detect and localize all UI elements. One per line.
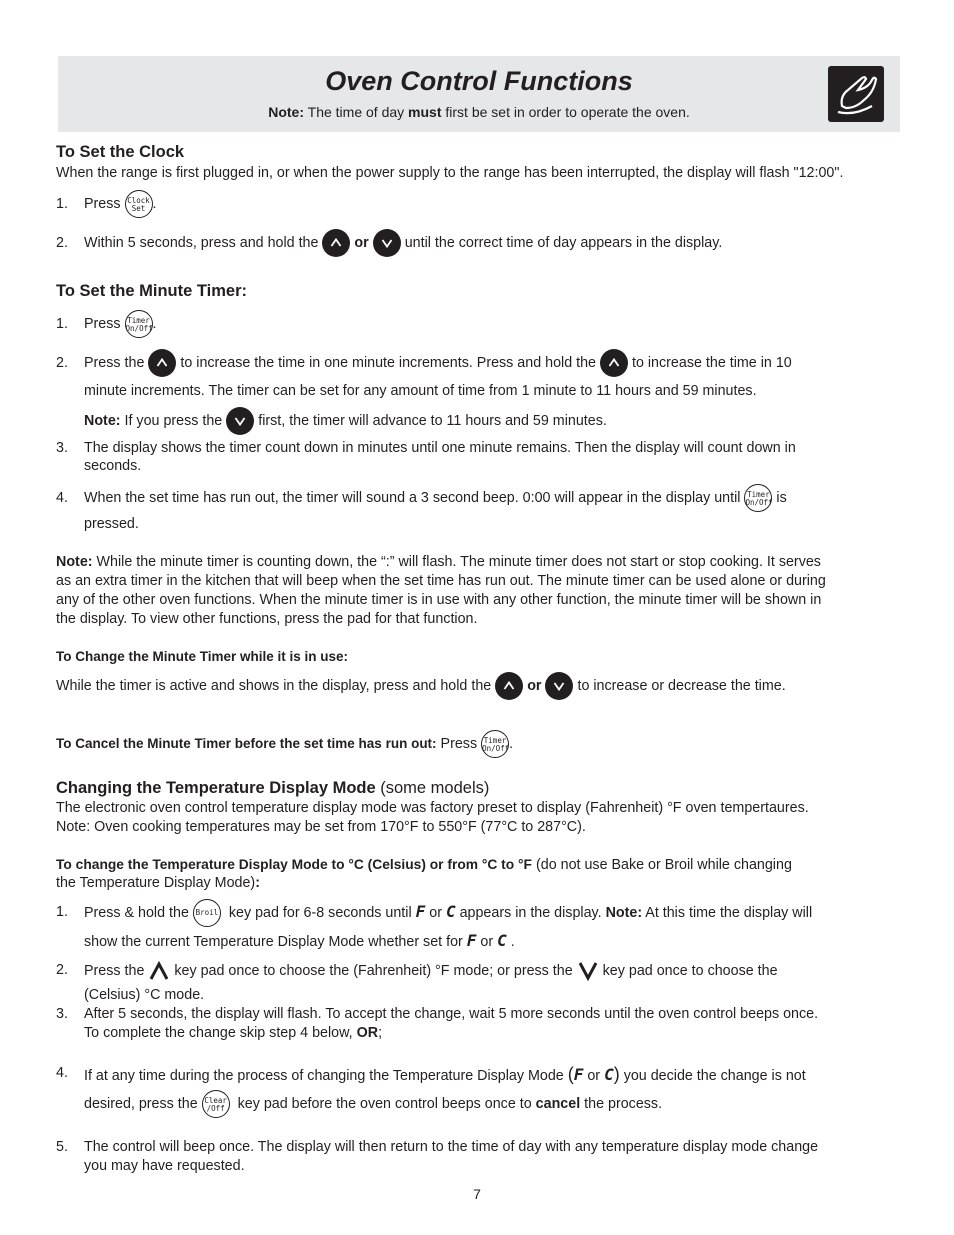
celsius-display-icon: C: [445, 902, 456, 921]
timer-onoff-key-icon: Timer On/Off: [481, 730, 509, 758]
celsius-display-icon: C: [497, 931, 507, 950]
temp-intro-line1: The electronic oven control temperature display mode was factory preset to display (Fahrenheit) °F oven tempertaures.: [56, 800, 809, 816]
timer-step-1: Press Timer On/Off.: [84, 310, 157, 338]
clock-set-key-icon: Clock Set: [125, 190, 153, 218]
temp-step-5-number: 5.: [56, 1139, 68, 1155]
timer-step-4: When the set time has run out, the timer will sound a 3 second beep. 0:00 will appear in the display until Timer On/Off is: [84, 484, 787, 512]
temp-step-1: Press & hold the Broil key pad for 6-8 seconds until F or C appears in the display. Note: At this time the display will: [84, 898, 812, 927]
timer-step-2-line2: minute increments. The timer can be set for any amount of time from 1 minute to 11 hours and 59 minutes.: [84, 383, 757, 399]
timer-step-2: Press the to increase the time in one minute increments. Press and hold the to increase the time in 10: [84, 349, 792, 377]
header-note: Note: The time of day must first be set in order to operate the oven.: [268, 104, 690, 120]
temp-step-2: Press the key pad once to choose the (Fahrenheit) °F mode; or press the key pad once to choose the: [84, 958, 778, 984]
clock-heading: To Set the Clock: [56, 143, 185, 161]
change-timer-text: While the timer is active and shows in the display, press and hold the or to increase or decrease the time.: [56, 672, 786, 700]
fahrenheit-display-icon: F: [466, 931, 477, 950]
temp-intro-line2: Note: Oven cooking temperatures may be set from 170°F to 550°F (77°C to 287°C).: [56, 819, 586, 835]
temp-step-2-number: 2.: [56, 962, 68, 978]
temp-heading: Changing the Temperature Display Mode (some models): [56, 779, 490, 797]
timer-step-2-note: Note: If you press the first, the timer will advance to 11 hours and 59 minutes.: [84, 407, 607, 435]
timer-step-1-number: 1.: [56, 316, 68, 332]
temp-subheading-line2: the Temperature Display Mode):: [56, 875, 260, 891]
broil-key-icon: Broil: [193, 899, 221, 927]
fahrenheit-display-icon: F: [573, 1065, 584, 1084]
timer-note: Note: While the minute timer is counting down, the “:” will flash. The minute timer does not start or stop cooking. It serves as an extra timer in the kitchen that will beep when the set time has run out. The minute timer can be used alone or during any of the other oven functions. When the minute timer is in use with any other function, the minute timer will be shown in the display. To view other functions, press the pad for that function.: [56, 554, 826, 627]
timer-heading: To Set the Minute Timer:: [56, 282, 247, 300]
up-arrow-key-icon: [322, 229, 350, 257]
temp-step-4-line2: desired, press the Clear /Off key pad before the oven control beeps once to cancel the process.: [84, 1090, 662, 1118]
clock-intro: When the range is first plugged in, or when the power supply to the range has been interrupted, the display will flash "12:00".: [56, 165, 844, 181]
timer-step-4-line2: pressed.: [84, 516, 139, 532]
timer-onoff-key-icon: Timer On/Off: [744, 484, 772, 512]
up-arrow-key-icon: [148, 349, 176, 377]
down-arrow-key-icon: [373, 229, 401, 257]
clock-step-2: Within 5 seconds, press and hold the or until the correct time of day appears in the display.: [84, 229, 722, 257]
page-number: 7: [473, 1186, 481, 1202]
hand-pointer-logo-icon: [828, 66, 884, 122]
temp-step-1-line2: show the current Temperature Display Mode whether set for F or C .: [84, 931, 515, 950]
timer-onoff-key-icon: Timer On/Off: [125, 310, 153, 338]
fahrenheit-display-icon: F: [415, 902, 426, 921]
temp-step-5-line1: The control will beep once. The display will then return to the time of day with any temperature display mode change: [84, 1139, 819, 1155]
temp-step-1-number: 1.: [56, 904, 68, 920]
temp-step-3-line2: To complete the change skip step 4 below, OR;: [84, 1025, 383, 1041]
change-timer-heading: To Change the Minute Timer while it is in use:: [56, 649, 349, 664]
down-arrow-key-icon: [545, 672, 573, 700]
temp-step-3-number: 3.: [56, 1006, 68, 1022]
temp-step-5-line2: you may have requested.: [84, 1158, 245, 1174]
temp-subheading: To change the Temperature Display Mode to °C (Celsius) or from °C to °F (do not use Bake or Broil while changing: [56, 857, 792, 873]
clear-off-key-icon: Clear /Off: [202, 1090, 230, 1118]
timer-step-3-line2: seconds.: [84, 458, 142, 474]
temp-step-4: If at any time during the process of changing the Temperature Display Mode (F or C) you decide the change is not: [84, 1064, 806, 1084]
temp-step-2-line2: (Celsius) °C mode.: [84, 987, 205, 1003]
down-arrow-key-icon: [226, 407, 254, 435]
timer-step-3-line1: The display shows the timer count down in minutes until one minute remains. Then the display will count down in: [84, 440, 796, 456]
up-arrow-key-icon: [600, 349, 628, 377]
celsius-display-icon: C: [604, 1065, 614, 1084]
clock-step-1: Press Clock Set .: [84, 190, 157, 218]
cancel-timer-text: To Cancel the Minute Timer before the set time has run out: Press Timer On/Off.: [56, 730, 513, 758]
timer-step-3-number: 3.: [56, 440, 68, 456]
clock-step-1-number: 1.: [56, 196, 68, 212]
down-chevron-icon: [577, 960, 599, 982]
timer-step-2-number: 2.: [56, 355, 68, 371]
temp-step-3-line1: After 5 seconds, the display will flash. To accept the change, wait 5 more seconds until the oven control beeps once.: [84, 1006, 819, 1022]
page-header: [58, 56, 900, 132]
timer-step-4-number: 4.: [56, 490, 68, 506]
clock-step-2-number: 2.: [56, 235, 68, 251]
up-arrow-key-icon: [495, 672, 523, 700]
page-title: Oven Control Functions: [325, 66, 633, 96]
up-chevron-icon: [148, 960, 170, 982]
temp-step-4-number: 4.: [56, 1065, 68, 1081]
